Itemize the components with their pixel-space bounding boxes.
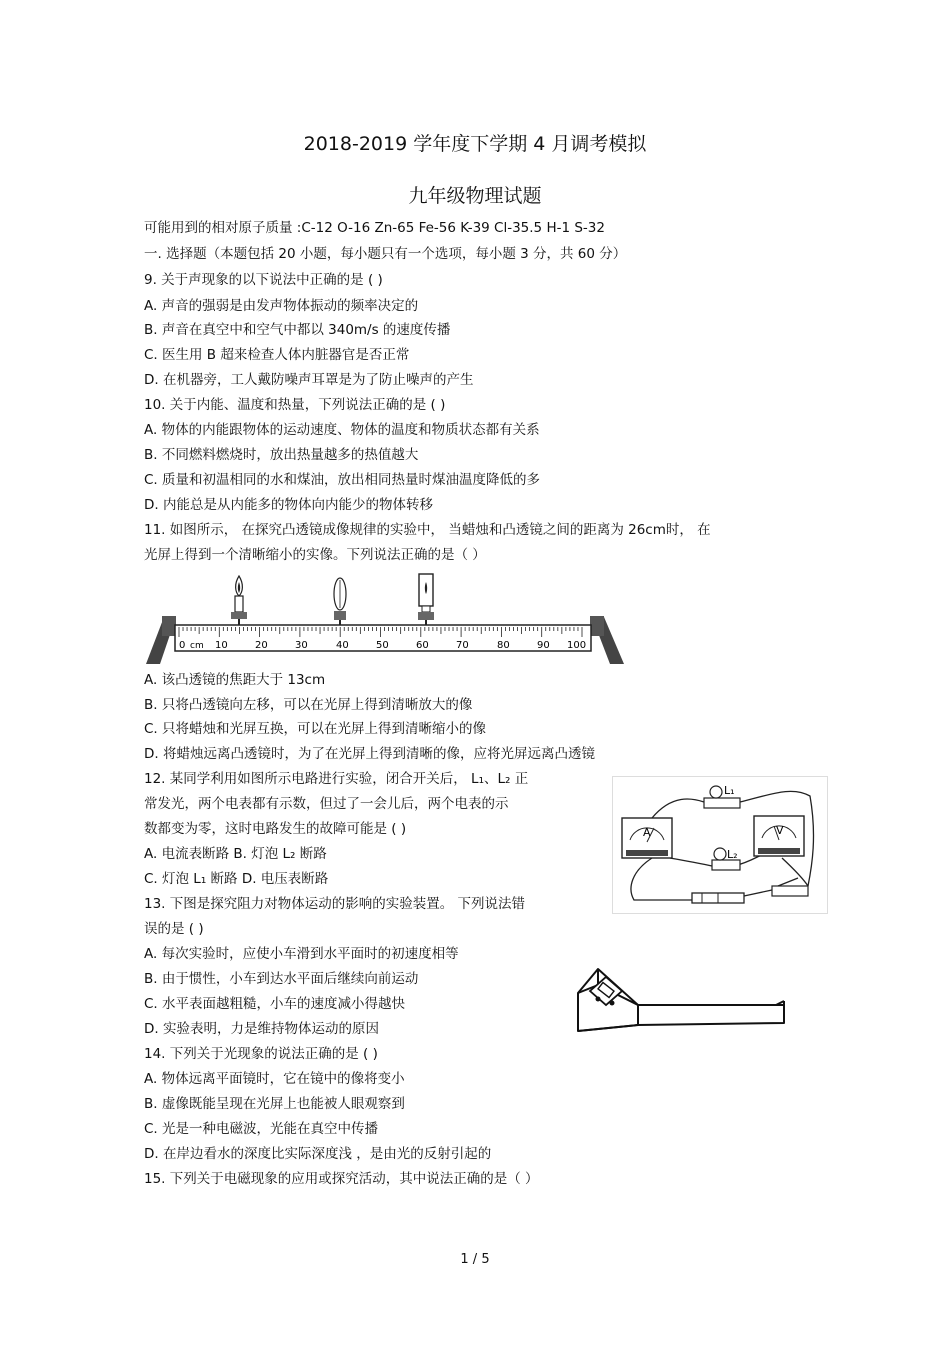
bench-left-post (162, 616, 176, 636)
question-15-stem: 15. 下列关于电磁现象的应用或探究活动，其中说法正确的是（ ） (144, 1171, 539, 1187)
circuit-figure (612, 776, 828, 914)
q13-option-d: D. 实验表明，力是维持物体运动的原因 (144, 1021, 379, 1037)
question-11-stem: 11. 如图所示， 在探究凸透镜成像规律的实验中， 当蜡烛和凸透镜之间的距离为 26cm时， 在 (144, 522, 711, 538)
scale-label-70: 70 (456, 640, 469, 651)
page-number: 1 / 5 (460, 1252, 490, 1267)
scale-label-20: 20 (255, 640, 268, 651)
lamp-l2-label: L₂ (727, 848, 738, 861)
scale-label-30: 30 (295, 640, 308, 651)
battery (692, 893, 744, 903)
q12-options-cd: C. 灯泡 L₁ 断路 D. 电压表断路 (144, 871, 329, 887)
voltmeter (754, 816, 804, 856)
q9-option-b: B. 声音在真空中和空气中都以 340m/s 的速度传播 (144, 322, 451, 338)
q13-option-b: B. 由于惯性，小车到达水平面后继续向前运动 (144, 971, 419, 987)
question-13-stem-cont: 误的是 ( ) (144, 921, 204, 937)
q13-option-a: A. 每次实验时，应使小车滑到水平面时的初速度相等 (144, 946, 459, 962)
q14-option-b: B. 虚像既能呈现在光屏上也能被人眼观察到 (144, 1096, 405, 1112)
question-11-stem-cont: 光屏上得到一个清晰缩小的实像。下列说法正确的是（ ） (144, 547, 486, 563)
question-10-stem: 10. 关于内能、温度和热量，下列说法正确的是 ( ) (144, 397, 446, 413)
q14-option-d: D. 在岸边看水的深度比实际深度浅 ，是由光的反射引起的 (144, 1146, 492, 1162)
optical-bench-figure (142, 572, 628, 668)
lamp-l1-label: L₁ (724, 784, 735, 797)
q9-option-a: A. 声音的强弱是由发声物体振动的频率决定的 (144, 298, 419, 314)
atomic-mass-line: 可能用到的相对原子质量 :C-12 O-16 Zn-65 Fe-56 K-39 Cl-35.5 H-1 S-32 (144, 220, 605, 236)
q10-option-b: B. 不同燃料燃烧时，放出热量越多的热值越大 (144, 447, 419, 463)
scale-label-100: 100 (567, 640, 587, 651)
ammeter (622, 818, 672, 858)
question-12-stem-cont2: 数都变为零，这时电路发生的故障可能是 ( ) (144, 821, 407, 837)
q11-option-c: C. 只将蜡烛和光屏互换，可以在光屏上得到清晰缩小的像 (144, 721, 487, 737)
q11-option-d: D. 将蜡烛远离凸透镜时，为了在光屏上得到清晰的像，应将光屏远离凸透镜 (144, 746, 595, 762)
candle (231, 576, 247, 625)
q10-option-a: A. 物体的内能跟物体的运动速度、物体的温度和物质状态都有关系 (144, 422, 540, 438)
q10-option-c: C. 质量和初温相同的水和煤油，放出相同热量时煤油温度降低的多 (144, 472, 541, 488)
exam-title: 2018-2019 学年度下学期 4 月调考模拟 (303, 133, 647, 155)
question-14-stem: 14. 下列关于光现象的说法正确的是 ( ) (144, 1046, 378, 1062)
q13-option-c: C. 水平表面越粗糙，小车的速度减小得越快 (144, 996, 406, 1012)
q14-option-a: A. 物体远离平面镜时，它在镜中的像将变小 (144, 1071, 405, 1087)
q9-option-c: C. 医生用 B 超来检查人体内脏器官是否正常 (144, 347, 410, 363)
scale-label-0: 0 (179, 640, 186, 651)
question-12-stem: 12. 某同学利用如图所示电路进行实验，闭合开关后， L₁、L₂ 正 (144, 771, 529, 787)
question-12-stem-cont1: 常发光，两个电表都有示数，但过了一会儿后，两个电表的示 (144, 796, 509, 812)
q12-options-ab: A. 电流表断路 B. 灯泡 L₂ 断路 (144, 846, 327, 862)
q14-option-c: C. 光是一种电磁波，光能在真空中传播 (144, 1121, 379, 1137)
ramp-cart-figure (576, 965, 792, 1039)
scale-label-40: 40 (336, 640, 349, 651)
question-9-stem: 9. 关于声现象的以下说法中正确的是 ( ) (144, 272, 383, 288)
scale-label-90: 90 (537, 640, 550, 651)
convex-lens (334, 578, 346, 625)
scale-unit: cm (190, 641, 204, 651)
scale-label-80: 80 (497, 640, 510, 651)
ammeter-label: A (643, 826, 651, 839)
scale-label-50: 50 (376, 640, 389, 651)
scale-label-60: 60 (416, 640, 429, 651)
scale-label-10: 10 (215, 640, 228, 651)
bench-right-post (590, 616, 604, 636)
q9-option-d: D. 在机器旁，工人戴防噪声耳罩是为了防止噪声的产生 (144, 372, 474, 388)
q10-option-d: D. 内能总是从内能多的物体向内能少的物体转移 (144, 497, 433, 513)
voltmeter-label: V (776, 824, 784, 837)
section-heading: 一. 选择题（本题包括 20 小题，每小题只有一个选项，每小题 3 分，共 60 分） (144, 246, 627, 262)
exam-subtitle: 九年级物理试题 (408, 185, 542, 207)
q11-option-b: B. 只将凸透镜向左移，可以在光屏上得到清晰放大的像 (144, 697, 473, 713)
question-13-stem: 13. 下图是探究阻力对物体运动的影响的实验装置。 下列说法错 (144, 896, 526, 912)
light-screen (418, 574, 434, 625)
q11-option-a: A. 该凸透镜的焦距大于 13cm (144, 672, 326, 688)
